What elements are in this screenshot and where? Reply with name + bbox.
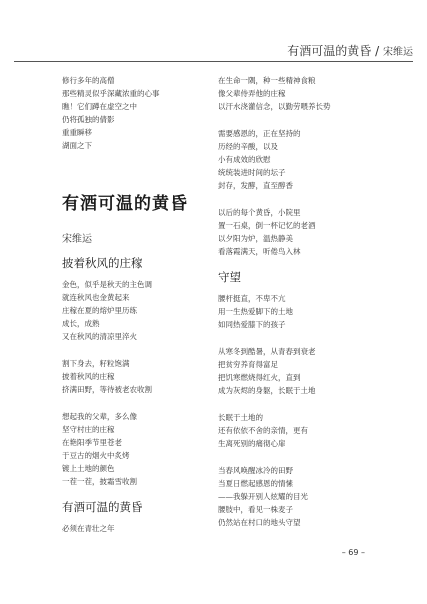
poem-line: 长眠于土地的 (218, 413, 263, 422)
collection-title: 有酒可温的黄昏 (62, 194, 188, 214)
poem-line: 看落霞满天，听倦鸟入林 (218, 247, 301, 256)
poem-title-2: 有酒可温的黄昏 (62, 500, 143, 514)
poem-line: 镀上土地的颜色 (62, 464, 115, 473)
poem-line: 想起我的父辈，多么像 (62, 412, 137, 421)
poem-title-3: 守望 (218, 270, 241, 284)
poem-line: 从寒冬到酷暑，从青春到衰老 (218, 347, 316, 356)
running-header (231, 42, 413, 59)
poem3-stanza-2 (218, 345, 394, 397)
poem-line: 成为灰烬的身躯，长眠于土地 (218, 386, 316, 395)
collection-author: 宋维运 (62, 234, 92, 245)
poem-line: 像父辈侍弄他的庄稼 (218, 89, 286, 98)
poem-line: 小有成效的欣慰 (218, 155, 271, 164)
poem-line: 瞧！它们蹲在虚空之中 (62, 102, 137, 111)
poem-line: 挤满田野，等待被老农收割 (62, 385, 152, 394)
stanza-gap (218, 450, 394, 464)
poem-line: 封存，发酵，直至醇香 (218, 181, 293, 190)
stanza-gap (62, 343, 238, 357)
poem-line: 历经的辛酸，以及 (218, 142, 278, 151)
poem-line: 庄稼在夏的熔炉里历练 (62, 306, 137, 315)
header-author: 宋维运 (383, 47, 413, 58)
poem-line: 披着秋风的庄稼 (62, 372, 115, 381)
left-column (62, 74, 238, 535)
poem-line: 必须在青壮之年 (62, 524, 115, 533)
intro-stanza (62, 74, 238, 152)
poem-line: 重重瞬移 (62, 128, 92, 137)
poem-line: 以汗水浇灌信念，以勤劳喂养长势 (218, 102, 331, 111)
poem-line: 一茬一茬，披霜雪收割 (62, 477, 137, 486)
stanza-gap (218, 192, 394, 206)
poem1-stanza-3 (62, 410, 238, 488)
stanza-gap (218, 113, 394, 127)
poem-line: 仍将孤独的倩影 (62, 115, 115, 124)
header-separator: / (375, 44, 380, 58)
poem-line: 以后的每个黄昏，小院里 (218, 208, 301, 217)
poem-line: 置一石桌，倒一杯记忆的老酒 (218, 221, 316, 230)
page-number: – 69 – (341, 548, 365, 557)
header-title: 有酒可温的黄昏 (287, 44, 372, 58)
poem-line: 把饥寒燃烧得红火，直到 (218, 373, 301, 382)
poem-line: 修行多年的高僧 (62, 76, 115, 85)
stanza-gap (218, 331, 394, 345)
poem-line: 仍然站在村口的地头守望 (218, 518, 301, 527)
stanza-gap (218, 397, 394, 411)
poem-title-1: 披着秋风的庄稼 (62, 256, 143, 270)
poem-line: 在艳阳季节里苍老 (62, 438, 122, 447)
poem-line: 还有依依不舍的亲情，更有 (218, 426, 308, 435)
poem-line: 在生命一隅，种一些精神食粮 (218, 76, 316, 85)
poem-line: ——我躲开别人炫耀的目光 (218, 492, 308, 501)
poem-line: 当夏日燃起感恩的情愫 (218, 479, 293, 488)
poem-line: 当春风唤醒冰冷的田野 (218, 466, 293, 475)
poem-line: 以夕阳为炉，温热静美 (218, 234, 293, 243)
poem-line: 又在秋风的清凉里淬火 (62, 332, 137, 341)
poem-line: 统统装进时间的坛子 (218, 168, 286, 177)
poem-line: 用一生热爱脚下的土地 (218, 307, 293, 316)
poem3-stanza-1 (218, 292, 394, 331)
poem-line: 需要感恩的，正在坚持的 (218, 129, 301, 138)
poem-line: 如同热爱膝下的孩子 (218, 320, 286, 329)
poem-line: 就连秋风也金黄起来 (62, 293, 130, 302)
poem1-stanza-2 (62, 357, 238, 396)
poem3-stanza-4 (218, 464, 394, 529)
poem-line: 把贫穷养育得富足 (218, 360, 278, 369)
poem1-stanza-1 (62, 278, 238, 343)
poem-line: 那些精灵似乎深藏浓重的心事 (62, 89, 160, 98)
poem2-stanza-1 (218, 74, 394, 113)
stanza-gap (62, 396, 238, 410)
poem2-stanza-3 (218, 206, 394, 258)
poem-line: 成长，成熟 (62, 319, 100, 328)
poem-line: 割下身去，籽粒饱满 (62, 359, 130, 368)
poem-line: 腰肢中，看见一株麦子 (218, 505, 293, 514)
poem-line: 金色，似乎是秋天的主色调 (62, 280, 152, 289)
poem-line: 湖面之下 (62, 141, 92, 150)
poem-line: 坚守村庄的庄稼 (62, 425, 115, 434)
poem-line: 生离死别的痛彻心扉 (218, 439, 286, 448)
poem3-stanza-3 (218, 411, 394, 450)
right-column (218, 74, 394, 529)
header-rule (14, 61, 413, 62)
poem2-stanza-2 (218, 127, 394, 192)
poem-line: 腰杆挺直，不卑不亢 (218, 294, 286, 303)
poem-line: 于豆古的烟火中炙烤 (62, 451, 130, 460)
